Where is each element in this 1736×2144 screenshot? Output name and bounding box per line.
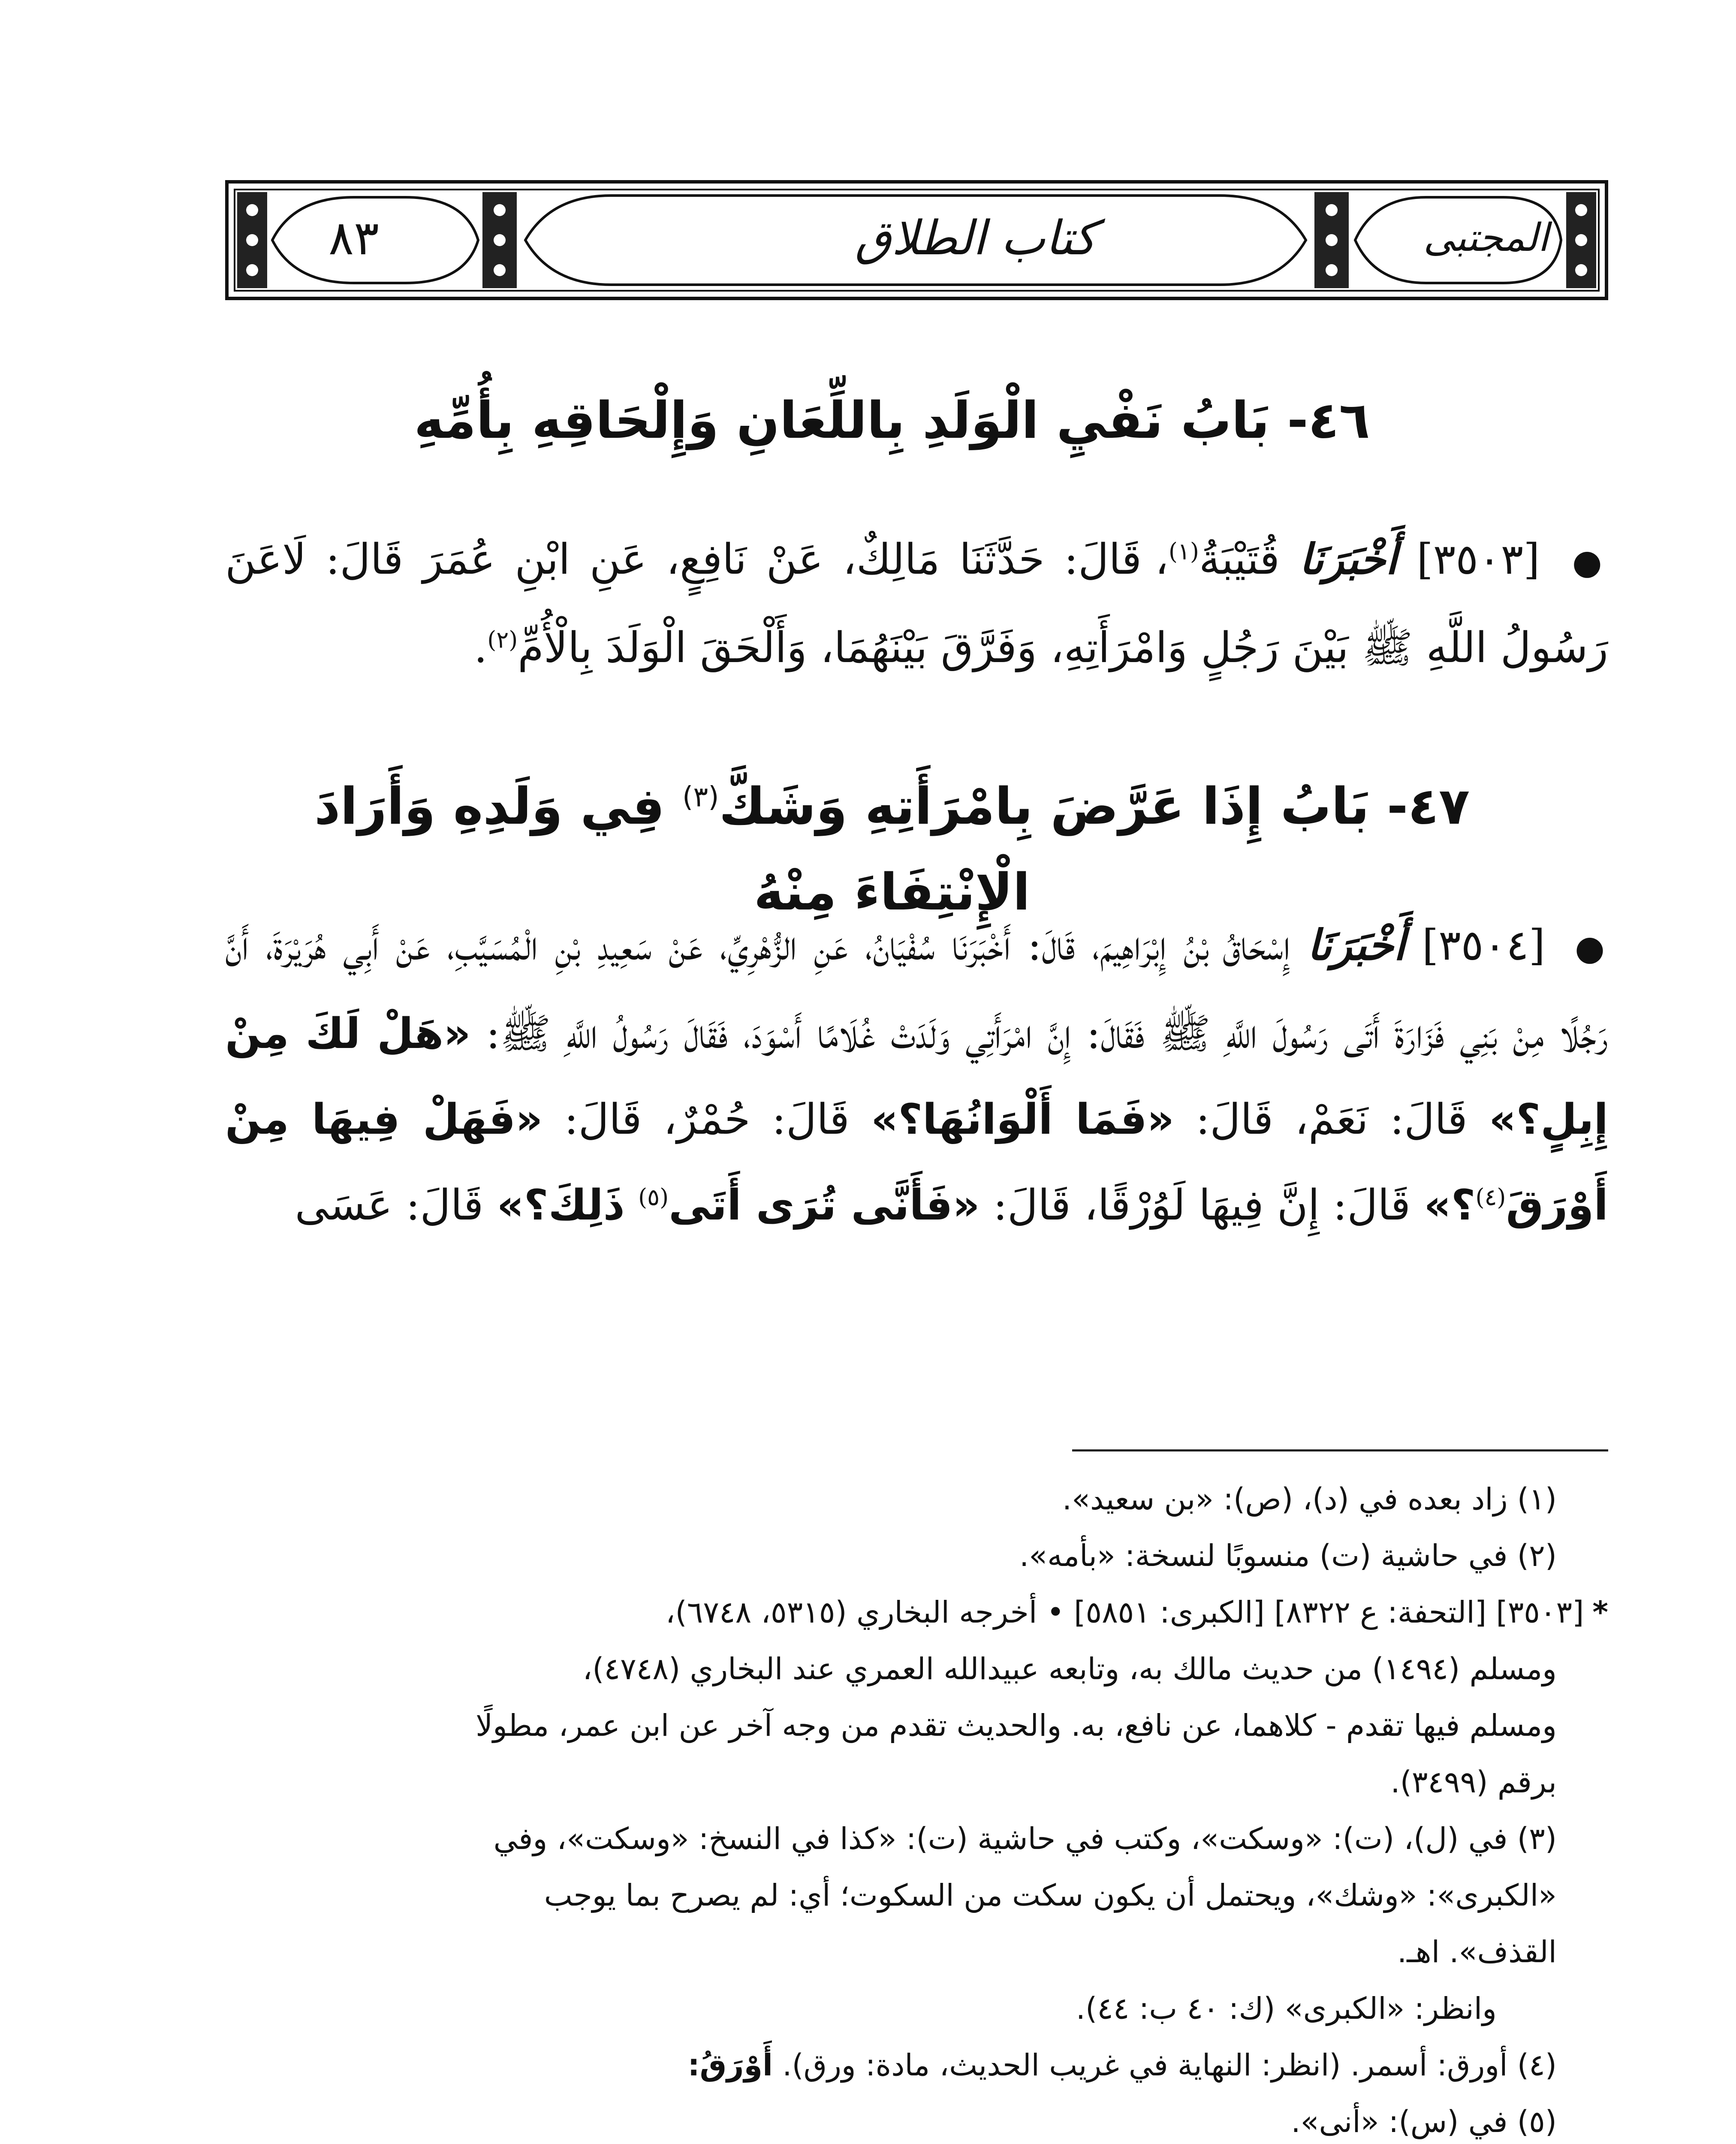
footnote-ref: (١) [1168,538,1199,565]
isnad-word: أَخْبَرَنَا [1307,921,1405,970]
bullet-icon: ● [1575,928,1609,968]
running-title: كتاب الطلاق [855,211,1097,265]
chapter-number: ٤٦- [1287,391,1370,450]
footnote-line: القذف». اهـ. [1397,1934,1557,1969]
footnote-line: ومسلم (١٤٩٤) من حديث مالك به، وتابعه عبيدالله العمري عند البخاري (٤٧٤٨)، [582,1651,1557,1686]
prophetic-saying: «هَلْ لَكَ مِنْ إِبِلٍ؟» [225,1009,1609,1144]
footnote-line: ومسلم فيها تقدم - كلاهما، عن نافع، به. والحديث تقدم من وجه آخر عن ابن عمر، مطولًا [476,1708,1557,1743]
footnote-line: [٣٥٠٣] [التحفة: ع ٨٣٢٢] [الكبرى: ٥٨٥١] • أخرجه البخاري (٥٣١٥، ٦٧٤٨)، [665,1595,1584,1630]
hadith-text: . [474,623,488,672]
hadith-paragraph [225,903,1608,1248]
footnote-ref: (٣) [682,781,719,813]
footnote-line: برقم (٣٤٩٩). [1390,1765,1557,1800]
chapter-title: بَابُ إِذَا عَرَّضَ بِامْرَأَتِهِ وَشَكَّ [719,777,1369,836]
footnote-separator [1072,1449,1608,1451]
bullet-icon: ● [1572,542,1609,582]
footnote-ref: (٢) [487,626,518,653]
hadith-text: قَالَ: إِنَّ فِيهَا لَوُرْقًا، قَالَ: [993,1181,1411,1230]
hadith-text: قُتَيْبَةُ [1199,535,1280,584]
page-header [225,180,1608,300]
isnad-word: أَخْبَرَنَا [1299,535,1398,584]
page-number: ٨٣ [328,211,380,265]
chapter-title: بَابُ نَفْيِ الْوَلَدِ بِاللِّعَانِ وَإِلْحَاقِهِ بِأُمِّهِ [414,391,1270,450]
prophetic-saying: «فَهَلْ فِيهَا مِنْ أَوْرَقَ [225,1095,1608,1230]
hadith-text: قَالَ: حُمْرٌ، قَالَ: [564,1095,850,1144]
footnote: (١) زاد بعده في (د)، (ص): «بن سعيد». [1062,1482,1557,1517]
hadith-paragraph [225,517,1608,691]
hadith-text: قَالَ: عَسَى [295,1181,484,1230]
asterisk-icon: * [1592,1595,1608,1630]
hadith-text: قَالَ: نَعَمْ، قَالَ: [1196,1095,1468,1144]
footnote [225,2037,1608,2093]
series-logo: المجتبى [1423,215,1549,260]
footnotes [225,1471,1608,2144]
footnote-line: وانظر: «الكبرى» (ك: ٤٠ ب: ٤٤). [1076,1991,1497,2026]
glossed-word: أَوْرَقُ: [687,2048,773,2083]
hadith-text: ، قَالَ: حَدَّثَنَا مَالِكٌ، عَنْ نَافِعٍ، عَنِ ابْنِ عُمَرَ قَالَ: لَاعَنَ رَسُولُ اللَّهِ ﷺ بَيْنَ رَجُلٍ وَامْرَأَتِهِ، وَفَرَّقَ بَيْنَهُمَا، وَأَلْحَقَ الْوَلَدَ بِالْأُمِّ [225,535,1608,672]
footnote-takhrij [225,1584,1608,1641]
footnote-line: «الكبرى»: «وشك»، ويحتمل أن يكون سكت من السكوت؛ أي: لم يصرح بما يوجب [544,1878,1557,1913]
prophetic-saying: «فَأَنَّى تُرَى أَتَى [669,1181,980,1230]
footnote: (٢) في حاشية (ت) منسوبًا لنسخة: «بأمه». [1019,1538,1557,1573]
prophetic-saying: ؟» [1424,1181,1476,1230]
footnote-ref: (٤) [1475,1183,1506,1211]
footnote-ref: (٥) [638,1183,669,1211]
hadith-number: [٣٥٠٤] [1422,921,1545,970]
prophetic-saying: ذَلِكَ؟» [497,1181,625,1230]
chapter-heading [240,377,1544,463]
chapter-number: ٤٧- [1387,777,1470,836]
hadith-text: إِسْحَاقُ بْنُ إِبْرَاهِيمَ، قَالَ: أَخْبَرَنَا سُفْيَانُ، عَنِ الزُّهْرِيِّ، عَنْ سَعِيدِ بْنِ الْمُسَيَّبِ، عَنْ أَبِي هُرَيْرَةَ، أَنَّ رَجُلًا مِنْ بَنِي فَزَارَةَ أَتَى رَسُولَ اللَّهِ ﷺ فَقَالَ: إِنَّ امْرَأَتِي وَلَدَتْ غُلَامًا أَسْوَدَ، فَقَالَ رَسُولُ اللَّهِ ﷺ: [225,921,1608,1058]
footnote-text: (٤) أورق: أسمر. (انظر: النهاية في غريب الحديث، مادة: ورق). [782,2048,1557,2083]
hadith-number: [٣٥٠٣] [1417,535,1540,584]
footnote-line: (٣) في (ل)، (ت): «وسكت»، وكتب في حاشية (ت): «كذا في النسخ: «وسكت»، وفي [493,1821,1557,1856]
chapter-title-continued: فِي وَلَدِهِ وَأَرَادَ الْإِنْتِفَاءَ مِنْهُ [314,777,1031,921]
footnote: (٥) في (س): «أنى». [1291,2104,1557,2139]
prophetic-saying: «فَمَا أَلْوَانُهَا؟» [871,1095,1174,1144]
